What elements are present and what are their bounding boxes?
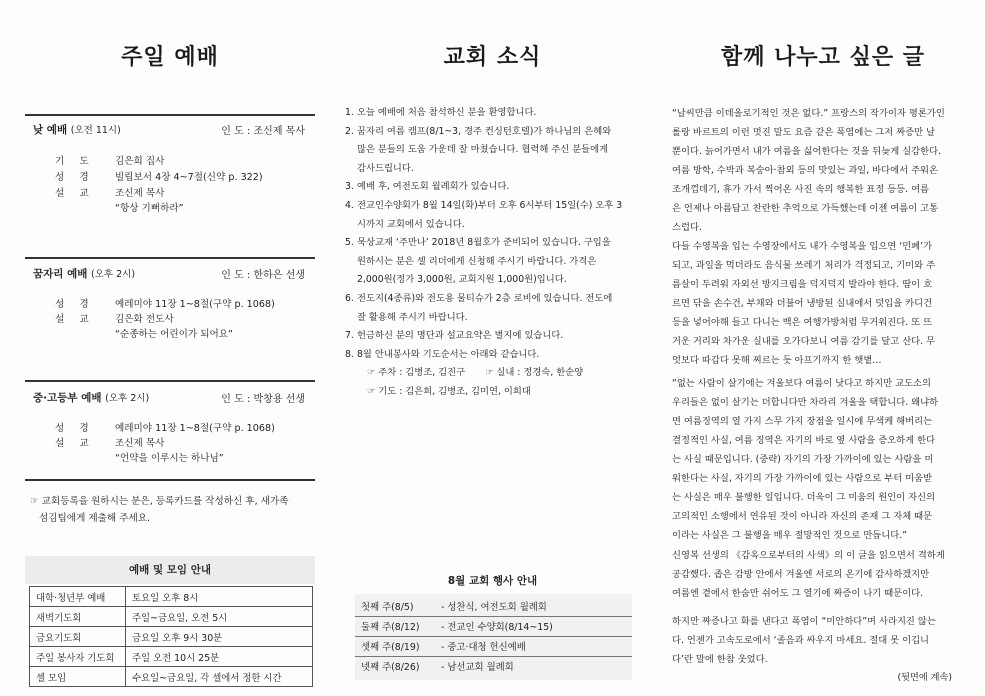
list-item: 8. 8월 안내봉사와 기도순서는 아래와 같습니다.: [345, 348, 540, 360]
divider: [25, 380, 315, 382]
service-time: (오후 2시): [91, 269, 136, 280]
events-title: 8월 교회 행사 안내: [447, 575, 538, 587]
list-item: 3. 예배 후, 여전도회 월례회가 있습니다.: [345, 181, 510, 193]
service-leader: 인 도 : 박창용 선생: [221, 394, 305, 405]
list-item: 5. 묵상교재 ‘주만나’ 2018년 8월호가 준비되어 있습니다. 구입을 원하시는 분은 셀 리더에게 신청해 주시기 바랍니다. 가격은 2,000원(정가 3,000원, 교회지원 1,000원)입니다.: [345, 237, 611, 286]
list-item: 7. 헌금하신 분의 명단과 설교요약은 별지에 있습니다.: [345, 330, 564, 342]
events-table: [355, 596, 632, 676]
service-header: [33, 390, 315, 405]
registration-note: 섬김팀에게 제출해 주세요.: [39, 513, 151, 524]
service-time: (오후 2시): [105, 393, 150, 404]
list-item: 4. 전교인수양회가 8월 14일(화)부터 오후 6시부터 15일(수) 오후 3 시까지 교회에서 있습니다.: [345, 199, 623, 230]
divider: [25, 257, 315, 259]
service-leader: 인 도 : 한하은 선생: [221, 270, 305, 281]
table-row: 셋째 주(8/19) - 중고·대청 헌신예배: [355, 636, 632, 656]
service-header: [33, 122, 315, 137]
service-header: [33, 266, 315, 281]
table-row: 새벽기도회 주일~금요일, 오전 5시: [30, 607, 313, 627]
list-item: 1. 오늘 예배에 처음 참석하신 분을 환영합니다.: [345, 107, 537, 118]
list-item: 6. 전도지(4종류)와 전도용 물티슈가 2층 로비에 있습니다. 전도에 잘 활용해 주시기 바랍니다.: [345, 292, 613, 323]
list-item: 2. 꿈자리 여름 캠프(8/1~3, 경주 컨싱턴호텔)가 하나님의 은혜와 많은 분들의 도움 가운데 잘 마쳤습니다. 협력해 주신 분들에게 감사드립니다.: [345, 125, 612, 174]
registration-note: ☞ 교회등록을 원하시는 분은, 등록카드를 작성하신 후, 새가족: [30, 496, 289, 507]
table-row: 대학·청년부 예배 토요일 오후 8시: [30, 587, 313, 607]
essay-quote: “없는 사람이 살기에는 겨울보다 여름이 낫다고 하지만 교도소의 우리들은 없이 살기는 더합니다만 차라리 겨울을 택합니다. 왜냐하 면 여름징역의 열 가지 스무 가지 장점을 일시에 무색케 해버리는 결정적인 사실, 여름 징역은 자기의 바로 옆 사람을 증오하게 한다 는 사실 때문입니다. (중략) 자기의 가장 가까이에 있는 사람을 미 워한다는 사실, 자기의 가장 가까이에 있는 사람으로 부터 미움받 는 사실은 매우 불행한 일입니다. 더욱이 그 미움의 원인이 자신의 고의적인 소행에서 연유된 것이 아니라 자신의 존재 그 자체 때문 이라는 사실은 그 불행을 매우 절망적인 것으로 만듭니다.”: [672, 378, 939, 541]
table-row: 둘째 주(8/12) - 전교인 수양회(8/14~15): [355, 616, 632, 636]
divider: [25, 479, 315, 481]
service-leader: 인 도 : 조신제 목사: [221, 126, 305, 137]
essay-paragraph-3: 신영복 선생의 《감옥으로부터의 사색》의 이 글을 읽으면서 격하게 공감했다. 좁은 감방 안에서 겨울엔 서로의 온기에 감사하겠지만 여름엔 곁에서 한숨만 쉬어도 그 열기에 짜증이 나기 때문이다.: [672, 550, 945, 599]
sunday-worship-title: 주일 예배: [121, 45, 219, 70]
duty-list: ☞ 주차 : 김병조, 김진구 ☞ 실내 : 정경숙, 한순양: [367, 367, 584, 379]
news-list: [345, 104, 640, 402]
table-row: 넷째 주(8/26) - 남선교회 월례회: [361, 662, 514, 674]
table-row: 금요기도회 금요일 오후 9시 30분: [30, 627, 313, 647]
divider: [25, 114, 315, 116]
service-time: (오전 11시): [70, 125, 121, 136]
schedule-table: [29, 586, 313, 687]
schedule-title: 예배 및 모임 안내: [129, 564, 211, 576]
essay-paragraph-4: 하지만 짜증나고 화를 낸다고 폭염이 “미안하다”며 사라지진 않는 다. 언젠가 고속도로에서 ‘졸음과 싸우지 마세요. 절대 못 이깁니 다’란 말에 한참 웃었다.: [672, 616, 936, 665]
service-name: 중·고등부 예배: [33, 392, 102, 404]
service-name: 꿈자리 예배: [33, 268, 88, 280]
essay-paragraph-2: 다들 수영복을 입는 수영장에서도 내가 수영복을 입으면 ‘민폐’가 되고, 과일을 먹더라도 음식물 쓰레기 처리가 걱정되고, 기미와 주 름살이 두려워 자외선 방지크림을 덕지덕지 발라야 한다. 땀이 흐 르면 닦을 손수건, 부채와 더불어 냉방된 실내에서 덧입을 카디건 등을 넣어야해 들고 다니는 백은 여행가방처럼 무거워진다. 또 뜨 거운 거리와 차가운 실내를 오가다보니 여름 감기를 달고 산다. 무 엇보다 따갑다 못해 찌르는 듯 아프기까지 한 햇볕…: [672, 241, 936, 366]
table-row: 셀 모임 수요일~금요일, 각 셀에서 정한 시간: [30, 667, 313, 687]
duty-list: ☞ 기도 : 김은희, 김병조, 김미연, 이희대: [367, 385, 531, 397]
church-news-title: 교회 소식: [443, 45, 542, 70]
continued-note: (뒷면에 계속): [897, 672, 952, 683]
table-row: 첫째 주(8/5) - 성찬식, 여전도회 월례회: [355, 596, 632, 616]
essay-paragraph-1: “날씨만큼 이데올로기적인 것은 없다.” 프랑스의 작가이자 평론가인 롤랑 바르트의 이런 멋진 말도 요즘 같은 폭염에는 그저 짜증만 날 뿐이다. 늙어가면서 내가 여름을 싫어한다는 것을 뒤늦게 실감한다. 여름 방학, 수박과 복숭아·참외 등의 맛있는 과일, 바다에서 주워온 조개껍데기, 휴가 가서 찍어온 사진 속의 행복한 표정 등등. 여름 은 언제나 아름답고 찬란한 추억으로 가득했는데 이젠 여름이 고통 스럽다.: [672, 108, 945, 233]
sharing-essay-title: 함께 나누고 싶은 글: [721, 45, 925, 70]
table-row: 주일 봉사자 기도회 주일 오전 10시 25분: [30, 647, 313, 667]
service-name: 낮 예배: [33, 124, 68, 136]
